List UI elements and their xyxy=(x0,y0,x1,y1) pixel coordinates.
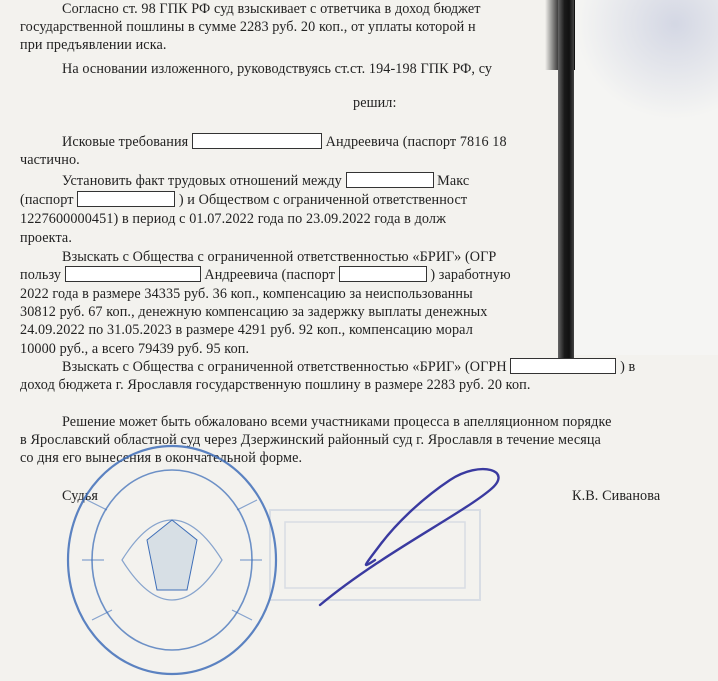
doc-line-17 xyxy=(20,340,249,358)
decision-heading xyxy=(353,94,397,112)
doc-line-6-text-b: Андреевича (паспорт 7816 18 xyxy=(325,134,507,150)
doc-line-9 xyxy=(20,191,467,209)
doc-line-18-text-b: ) в xyxy=(620,359,636,375)
doc-line-22-text: со дня его вынесения в окончательной форме. xyxy=(20,450,303,466)
doc-line-17-text: 10000 руб., а всего 79439 руб. 95 коп. xyxy=(20,341,250,357)
doc-line-21-text: в Ярославский областной суд через Дзержинский районный суд г. Ярославля в течение месяца xyxy=(20,432,601,448)
doc-line-13-text: пользу xyxy=(20,267,62,283)
decision-heading-text: решил: xyxy=(353,95,397,111)
judge-name-text: К.В. Сиванова xyxy=(572,488,661,504)
doc-line-6-text: Исковые требования xyxy=(62,134,189,150)
doc-line-8-text: Установить факт трудовых отношений между xyxy=(62,173,342,189)
court-seal-icon xyxy=(62,440,282,680)
doc-line-16 xyxy=(20,321,473,339)
doc-line-4-text: На основании изложенного, руководствуясь ст.ст. 194-198 ГПК РФ, су xyxy=(62,61,493,77)
doc-line-13 xyxy=(20,266,511,284)
doc-line-6 xyxy=(62,133,507,151)
doc-line-13-text-c: ) заработную xyxy=(430,267,511,283)
redacted-name-box xyxy=(346,172,434,188)
redacted-ogrn-box xyxy=(510,358,616,374)
doc-line-13-text-b: Андреевича (паспорт xyxy=(204,267,335,283)
redacted-passport-box xyxy=(77,191,175,207)
redacted-name-box xyxy=(65,266,201,282)
doc-line-11 xyxy=(20,229,72,247)
doc-line-8 xyxy=(62,172,469,190)
doc-line-10-text: 1227600000451) в период с 01.07.2022 года по 23.09.2022 года в долж xyxy=(20,211,446,227)
doc-line-4 xyxy=(62,60,492,78)
doc-line-12 xyxy=(62,248,496,266)
doc-line-10 xyxy=(20,210,446,228)
doc-line-9-text-b: ) и Обществом с ограниченной ответственност xyxy=(178,192,468,208)
doc-line-2 xyxy=(20,18,476,36)
doc-line-7-text: частично. xyxy=(20,152,80,168)
doc-line-20 xyxy=(62,413,612,431)
doc-line-14 xyxy=(20,285,473,303)
doc-line-15 xyxy=(20,303,488,321)
redacted-passport-box xyxy=(339,266,427,282)
doc-line-9-text: (паспорт xyxy=(20,192,74,208)
doc-line-7 xyxy=(20,151,80,169)
doc-line-14-text: 2022 года в размере 34335 руб. 36 коп., компенсацию за неиспользованны xyxy=(20,286,473,302)
doc-line-3-text: при предъявлении иска. xyxy=(20,37,167,53)
doc-line-15-text: 30812 руб. 67 коп., денежную компенсацию за задержку выплаты денежных xyxy=(20,304,488,320)
doc-line-1 xyxy=(62,0,481,18)
doc-line-19-text: доход бюджета г. Ярославля государственную пошлину в размере 2283 руб. 20 коп. xyxy=(20,377,531,393)
doc-line-1-text: Согласно ст. 98 ГПК РФ суд взыскивает с ответчика в доход бюджет xyxy=(62,1,481,17)
doc-line-19 xyxy=(20,376,530,394)
doc-line-11-text: проекта. xyxy=(20,230,72,246)
judge-name xyxy=(572,487,660,505)
redacted-name-box xyxy=(192,133,322,149)
doc-line-20-text: Решение может быть обжаловано всеми участниками процесса в апелляционном порядке xyxy=(62,414,612,430)
doc-line-18-text: Взыскать с Общества с ограниченной ответственностью «БРИГ» (ОГРН xyxy=(62,359,507,375)
judge-label-text: Судья xyxy=(62,488,99,504)
handwritten-signature-icon xyxy=(300,455,520,625)
doc-line-12-text: Взыскать с Общества с ограниченной ответственностью «БРИГ» (ОГР xyxy=(62,249,497,265)
doc-line-18 xyxy=(62,358,635,376)
doc-line-16-text: 24.09.2022 по 31.05.2023 в размере 4291 руб. 92 коп., компенсацию морал xyxy=(20,322,473,338)
scan-edge-shadow xyxy=(558,0,574,360)
doc-line-2-text: государственной пошлины в сумме 2283 руб. 20 коп., от уплаты которой н xyxy=(20,19,476,35)
doc-line-3 xyxy=(20,36,167,54)
doc-line-8-text-b: Макс xyxy=(437,173,470,189)
